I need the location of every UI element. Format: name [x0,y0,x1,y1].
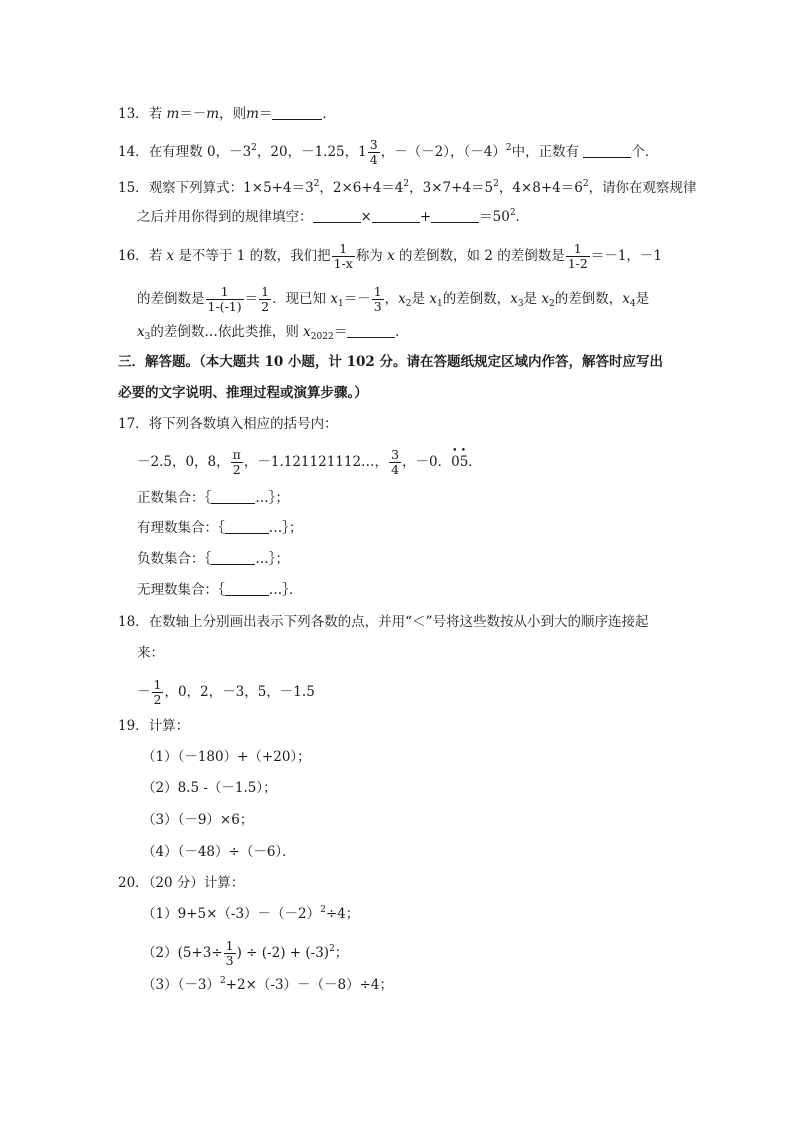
text: 在有理数 0，－3 [148,144,252,160]
subscript: 2022 [310,332,334,342]
var-x: x [166,248,175,264]
text: （1）9+5×（-3）－（－2） [142,906,321,922]
numerator: 1 [153,677,162,692]
var-m: m [166,106,180,122]
exponent: 2 [251,143,257,153]
text: ＝50 [479,209,510,225]
var-x: x [387,248,395,264]
text: 的差倒数， [554,291,623,307]
question-16-line-3 [137,322,409,342]
var-x: x [510,291,518,307]
question-18-numbers [137,678,315,707]
text: ．现已知 [272,291,331,307]
text: 计算： [148,718,190,734]
set-positive [137,488,289,508]
text: （3）（－3） [142,977,220,993]
text: ； [334,945,349,961]
question-17-numbers [137,448,482,477]
question-20 [118,873,244,893]
subscript: 3 [144,332,151,342]
question-number: 13． [118,106,149,122]
text: ÷4； [325,906,360,922]
question-19 [118,716,189,736]
text: ． [322,106,336,122]
set-label: 负数集合：｛ [137,551,212,567]
text: 的差倒数， [442,291,511,307]
text: 是不等于 1 的数，我们把 [174,248,331,264]
text: ＝－ [179,106,207,122]
text: ，2×6+4＝4 [319,180,404,196]
answer-blank[interactable] [225,519,269,534]
calc-item-2: （2）8.5 -（－1.5）； [142,780,277,796]
text: ，－0． [402,454,452,470]
text: ． [515,209,530,225]
repeating-digit: • 5 [460,452,469,472]
answer-blank[interactable] [372,208,420,223]
question-14 [118,138,658,167]
numerator: 1 [332,242,355,257]
text: －2.5，0，8， [137,454,230,470]
repeating-digit: • 0 [451,452,460,472]
denominator: 1-x [333,256,353,271]
text: （2）(5+3÷ [142,945,223,961]
text: 中，正数有 [511,144,584,160]
subscript: 2 [548,299,555,309]
text: ． [395,324,409,340]
calc-item-1: （1）（－180）+（+20）； [142,749,311,765]
text: ＝ [333,324,348,340]
text: …｝． [268,582,303,598]
answer-blank[interactable] [431,208,479,223]
text: ，则 [219,106,247,122]
question-13 [118,104,336,124]
fraction [368,138,380,167]
text: × [360,209,372,225]
exponent: 2 [320,905,326,915]
var-m: m [246,106,259,122]
var-x: x [137,324,145,340]
text: …｝； [255,490,289,506]
question-number: 20． [118,875,149,891]
numerator: 1 [225,938,234,953]
numerator: 1 [261,284,270,299]
text: ，－1.121121112…， [243,454,389,470]
text: 是 [411,291,430,307]
numerator: π [232,447,241,462]
answer-blank[interactable] [211,550,255,565]
text: ) ÷ (-2) + (-3) [236,945,330,961]
denominator: 1-2 [567,256,588,271]
text: ，0，2，－3，5，－1.5 [164,684,315,700]
calc-item-4: （4）（－48）÷（－6）． [142,844,296,860]
var-m: m [206,106,220,122]
question-17 [118,414,338,434]
question-18 [118,612,649,632]
exponent: 2 [493,179,499,189]
numerator: 1 [566,242,590,257]
text: 是 [635,291,650,307]
fraction [152,678,164,707]
question-number: 18． [118,614,149,630]
subscript: 1 [436,299,443,309]
text: ＝－ [343,291,371,307]
text: 在数轴上分别画出表示下列各数的点，并用“＜”号将这些数按从小到大的顺序连接起 [148,614,649,630]
set-label: 正数集合：｛ [137,490,212,506]
exponent: 2 [329,944,335,954]
text: …｝； [255,551,289,567]
set-label: 有理数集合：｛ [137,520,225,536]
text: …｝； [268,520,303,536]
text: （20 分）计算： [148,875,245,891]
fraction [332,242,355,271]
var-x: x [330,291,338,307]
answer-blank[interactable] [347,323,395,338]
text: ＝ [258,106,273,122]
answer-blank[interactable] [225,581,269,596]
text: ，20，－1.25，1 [256,144,367,160]
text: ＝－1，－1 [590,248,663,264]
text: ． [468,454,482,470]
exponent: 2 [582,179,589,189]
text: + [419,209,432,225]
text: 若 [148,106,167,122]
text: 若 [148,248,167,264]
var-x: x [541,291,549,307]
var-x: x [429,291,437,307]
text: 的差倒数是 [137,291,205,307]
var-x: x [398,291,406,307]
denominator: 2 [153,692,162,707]
section-heading-cont: 必要的文字说明、推理过程或演算步骤。） [118,385,368,401]
text: ， [384,291,399,307]
fraction-pi [231,448,243,477]
answer-blank[interactable] [211,489,255,504]
answer-blank[interactable] [583,143,631,158]
text: +2×（-3）－（－8）÷4； [225,977,394,993]
text: ，请你在观察规律 [588,180,697,196]
numerator: 1 [206,285,244,300]
set-irrational [137,580,303,600]
text: ，4×8+4＝6 [498,180,583,196]
calc-item-3 [142,975,393,995]
var-x: x [622,291,630,307]
calc-item-1 [142,904,359,924]
exponent: 2 [219,976,226,986]
text: 称为 [355,248,388,264]
numerator: 3 [369,137,378,152]
question-16-line-2 [137,285,649,314]
subscript: 3 [517,299,524,309]
denominator: 3 [373,299,382,314]
denominator: 4 [391,462,400,477]
subscript: 4 [629,299,636,309]
question-number: 17． [118,416,149,432]
fraction [224,939,236,968]
denominator: 2 [232,462,241,477]
fraction [259,285,271,314]
question-number: 16． [118,248,149,264]
denominator: 1-(-1) [207,299,242,314]
text: ，3×7+4＝5 [409,180,494,196]
fraction [372,285,384,314]
question-16-line-1 [118,242,662,271]
text: 将下列各数填入相应的括号内： [148,416,338,432]
exponent: 2 [403,179,410,189]
section-heading: 三．解答题。（本大题共 10 小题，计 102 分。请在答题纸规定区域内作答，解答时应写出 [118,354,664,370]
answer-blank[interactable] [272,105,322,120]
set-rational [137,518,303,538]
var-x: x [303,324,311,340]
denominator: 2 [261,299,270,314]
question-18-cont: 来： [137,645,164,661]
set-negative [137,549,289,569]
exponent: 2 [505,143,512,153]
denominator: 3 [225,953,234,968]
numerator: 3 [391,447,400,462]
question-number: 14． [118,144,149,160]
text: 观察下列算式：1×5+4＝3 [148,180,314,196]
text: 是 [523,291,542,307]
text: ，－（－2），（－4） [380,144,506,160]
text: ＝ [244,291,259,307]
calc-item-2 [142,939,348,968]
calc-item-3: （3）（－9）×6； [142,812,254,828]
exponent: 2 [313,179,320,189]
subscript: 1 [337,299,344,309]
exponent: 2 [509,208,516,218]
fraction [566,242,590,271]
fraction [206,285,244,314]
text: － [137,684,151,700]
denominator: 4 [369,152,378,167]
text: 的差倒数…依此类推，则 [150,324,304,340]
numerator: 1 [373,284,382,299]
question-number: 15． [118,180,149,196]
question-15-line-1 [118,178,697,198]
question-number: 19． [118,718,149,734]
question-15-line-2 [137,207,529,227]
answer-blank[interactable] [313,208,361,223]
text: 之后并用你得到的规律填空： [137,209,313,225]
text: 个． [631,144,659,160]
subscript: 2 [405,299,412,309]
text: 的差倒数，如 2 的差倒数是 [394,248,565,264]
set-label: 无理数集合：｛ [137,582,225,598]
fraction [389,448,401,477]
